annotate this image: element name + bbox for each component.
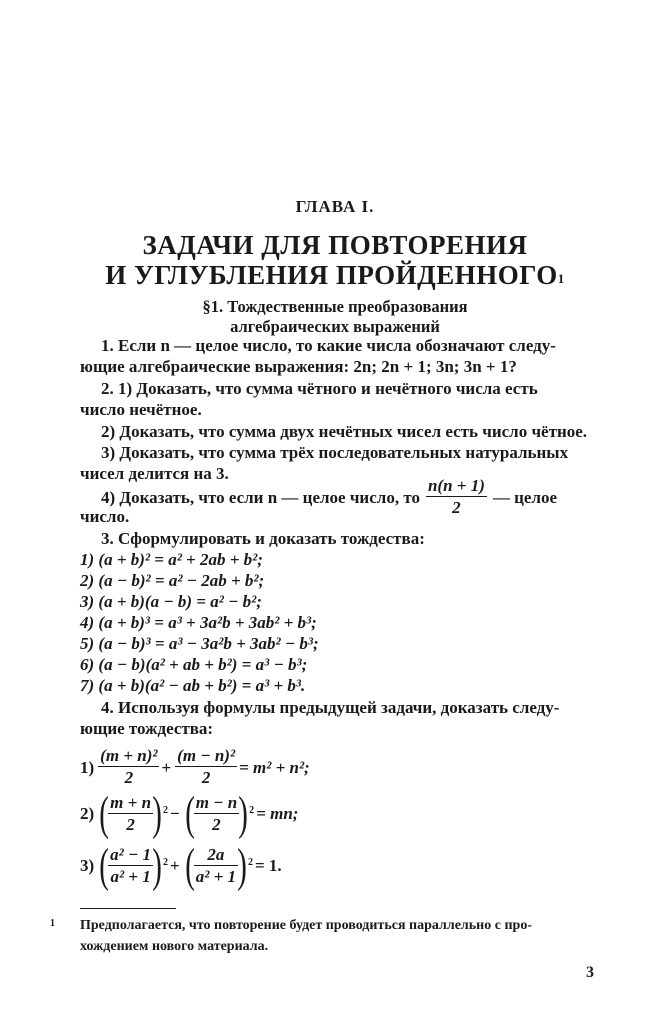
- section-heading: [0, 297, 670, 337]
- fraction-numerator: m − n: [195, 792, 238, 812]
- fraction-denominator: 2: [212, 814, 221, 834]
- exponent: 2: [249, 804, 255, 816]
- title-footnote-mark: 1: [557, 271, 565, 286]
- title-line-2: [0, 260, 670, 290]
- fraction-numerator: (m + n)²: [100, 746, 158, 765]
- equation-2: [80, 787, 300, 840]
- equation-1-fraction-2: [175, 746, 237, 789]
- fraction-denominator: a² + 1: [195, 866, 237, 886]
- problem-2-3-line-1: 3) Доказать, что сумма трёх последовательных натуральных: [101, 443, 569, 462]
- problem-2-3-line-2: чисел делится на 3.: [80, 464, 229, 483]
- problem-4-line-1: 4. Используя формулы предыдущей задачи, доказать следу-: [101, 698, 560, 717]
- section-line-2: алгебраических выражений: [230, 317, 440, 336]
- identity-3: 3) (a + b)(a − b) = a² − b²;: [80, 592, 262, 611]
- problem-3-heading: 3. Сформулировать и доказать тождества:: [101, 529, 425, 548]
- chapter-heading: ГЛАВА I.: [295, 197, 375, 216]
- problem-1-line-2: ющие алгебраические выражения: 2n; 2n + 1; 3n; 3n + 1?: [80, 357, 517, 376]
- problem-2-2: 2) Доказать, что сумма двух нечётных чисел есть число чётное.: [101, 422, 588, 441]
- fraction-denominator: 2: [124, 768, 134, 787]
- exponent: 2: [163, 804, 169, 816]
- problem-2-4-before: 4) Доказать, что если n — целое число, то: [101, 487, 420, 507]
- fraction-numerator: a² − 1: [110, 844, 152, 864]
- identity-7: 7) (a + b)(a² − ab + b²) = a³ + b³.: [80, 676, 306, 695]
- fraction-denominator: 2: [126, 814, 135, 834]
- left-paren: (: [99, 839, 109, 892]
- equation-3-label: 3): [80, 856, 95, 875]
- left-paren: (: [99, 787, 109, 840]
- identity-5: 5) (a − b)³ = a³ − 3a²b + 3ab² − b³;: [80, 634, 319, 653]
- equation-3-fraction-2: [194, 845, 238, 888]
- right-paren: ): [152, 839, 162, 892]
- page-number: 3: [586, 964, 594, 981]
- equation-1-fraction-1: [98, 746, 159, 789]
- problem-2-4-after: — целое: [492, 487, 558, 507]
- exponent: 2: [163, 856, 169, 868]
- right-paren: ): [238, 787, 248, 840]
- fraction-denominator: a² + 1: [110, 866, 151, 886]
- problem-2-4-line-1: [101, 476, 557, 519]
- problem-2-4-fraction: [426, 476, 487, 519]
- fraction-numerator: m + n: [110, 792, 152, 812]
- fraction-denominator: 2: [452, 498, 461, 517]
- identity-1: 1) (a + b)² = a² + 2ab + b²;: [80, 550, 263, 569]
- fraction-numerator: 2a: [194, 845, 238, 866]
- title-line-1: ЗАДАЧИ ДЛЯ ПОВТОРЕНИЯ: [142, 230, 528, 260]
- right-paren: ): [152, 787, 162, 840]
- plus-sign: +: [161, 757, 172, 777]
- equation-2-fraction-2: [194, 793, 239, 836]
- problem-2-4-line-2: число.: [80, 507, 130, 526]
- footnote-text: Предполагается, что повторение будет проводиться параллельно с про- хождением нового материала.: [80, 918, 532, 954]
- equation-1-rhs: = m² + n²;: [239, 757, 310, 777]
- fraction-numerator: n(n + 1): [427, 476, 485, 495]
- footnote-mark: 1: [50, 918, 55, 929]
- footnote: [50, 915, 594, 957]
- left-paren: (: [184, 787, 195, 840]
- right-paren: ): [237, 839, 247, 892]
- equation-1: [80, 746, 312, 789]
- identity-4: 4) (a + b)³ = a³ + 3a²b + 3ab² + b³;: [80, 613, 317, 632]
- problem-2-line-1: 2. 1) Доказать, что сумма чётного и нечётного числа есть: [101, 379, 538, 398]
- minus-sign: −: [170, 804, 180, 823]
- problem-1-line-1: 1. Если n — целое число, то какие числа обозначают следу-: [101, 336, 556, 355]
- problem-2-line-2: число нечётное.: [80, 400, 202, 419]
- title-line-2-text: И УГЛУБЛЕНИЯ ПРОЙДЕННОГО: [105, 260, 558, 290]
- equation-1-label: 1): [80, 757, 95, 777]
- equation-3-rhs: = 1.: [255, 856, 282, 875]
- exponent: 2: [248, 856, 253, 868]
- identity-2: 2) (a − b)² = a² − 2ab + b²;: [80, 571, 265, 590]
- equation-3-fraction-1: [108, 845, 153, 888]
- left-paren: (: [184, 839, 195, 892]
- equation-2-fraction-1: [108, 793, 153, 836]
- fraction-denominator: 2: [201, 768, 211, 787]
- problem-4-line-2: ющие тождества:: [80, 719, 214, 738]
- footnote-divider: [80, 908, 176, 909]
- chapter-title: [0, 230, 670, 290]
- section-line-1: §1. Тождественные преобразования: [202, 297, 468, 316]
- equation-3: [80, 839, 284, 892]
- plus-sign: +: [170, 856, 180, 875]
- equation-2-label: 2): [80, 804, 95, 823]
- identity-6: 6) (a − b)(a² + ab + b²) = a³ − b³;: [80, 655, 308, 674]
- fraction-numerator: (m − n)²: [177, 746, 236, 765]
- equation-2-rhs: = mn;: [256, 804, 299, 823]
